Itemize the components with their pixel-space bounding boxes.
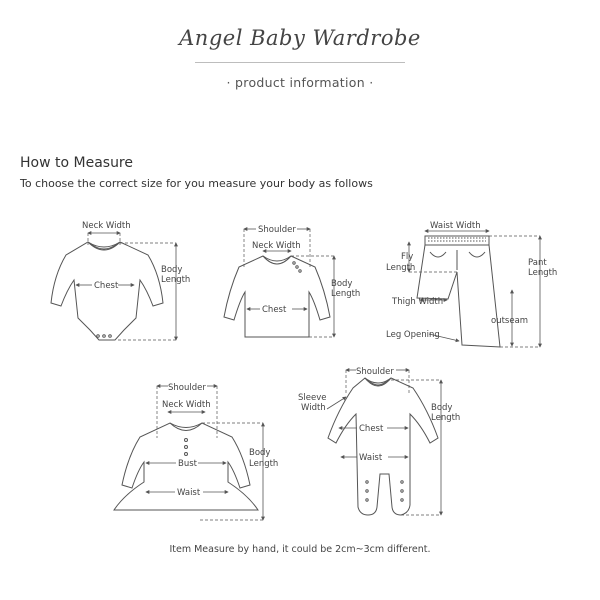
- romper-shoulder-label: Shoulder: [356, 367, 394, 377]
- romper-length-label: Length: [431, 413, 461, 423]
- pants-pant-label: Pant: [528, 258, 547, 268]
- dress-length-label: Length: [249, 459, 279, 469]
- pants-leg-opening-label: Leg Opening: [386, 330, 440, 340]
- pants-waist-width-label: Waist Width: [430, 221, 481, 231]
- shirt-neck-width-label: Neck Width: [252, 241, 301, 251]
- romper-chest-label: Chest: [359, 424, 384, 434]
- shirt-chest-label: Chest: [262, 305, 287, 315]
- dress-bust-label: Bust: [178, 459, 197, 469]
- bodysuit-length-label: Length: [161, 275, 191, 285]
- shirt-body-label: Body: [331, 279, 353, 289]
- how-to-measure-description: To choose the correct size for you measure your body as follows: [20, 177, 373, 190]
- pants-thigh-width-label: Thigh Width: [392, 297, 444, 307]
- dress-waist-label: Waist: [177, 488, 201, 498]
- dress-neck-width-label: Neck Width: [162, 400, 211, 410]
- romper-sleeve-label: Sleeve: [298, 393, 327, 403]
- romper-waist-label: Waist: [359, 453, 383, 463]
- pants-pant-length-label: Length: [528, 268, 558, 278]
- bodysuit-illustration: [51, 242, 163, 340]
- how-to-measure-title: How to Measure: [20, 155, 133, 171]
- pants-outseam-label: outseam: [491, 316, 529, 326]
- dress-body-label: Body: [249, 448, 271, 458]
- brand-title: Angel Baby Wardrobe: [179, 26, 421, 50]
- dress-shoulder-label: Shoulder: [168, 383, 206, 393]
- romper-width-label: Width: [301, 403, 326, 413]
- bodysuit-chest-label: Chest: [94, 281, 119, 291]
- bodysuit-body-label: Body: [161, 265, 183, 275]
- bodysuit-neck-width-label: Neck Width: [82, 221, 131, 231]
- measurement-footnote: Item Measure by hand, it could be 2cm~3cm different.: [169, 544, 431, 555]
- pants-fly-length-label: Length: [386, 263, 416, 273]
- shirt-shoulder-label: Shoulder: [258, 225, 296, 235]
- product-information-subtitle: · product information ·: [226, 75, 374, 90]
- pants-fly-label: Fly: [401, 252, 414, 262]
- shirt-illustration: [224, 256, 330, 337]
- romper-body-label: Body: [431, 403, 453, 413]
- shirt-length-label: Length: [331, 289, 361, 299]
- romper-illustration: [328, 378, 438, 515]
